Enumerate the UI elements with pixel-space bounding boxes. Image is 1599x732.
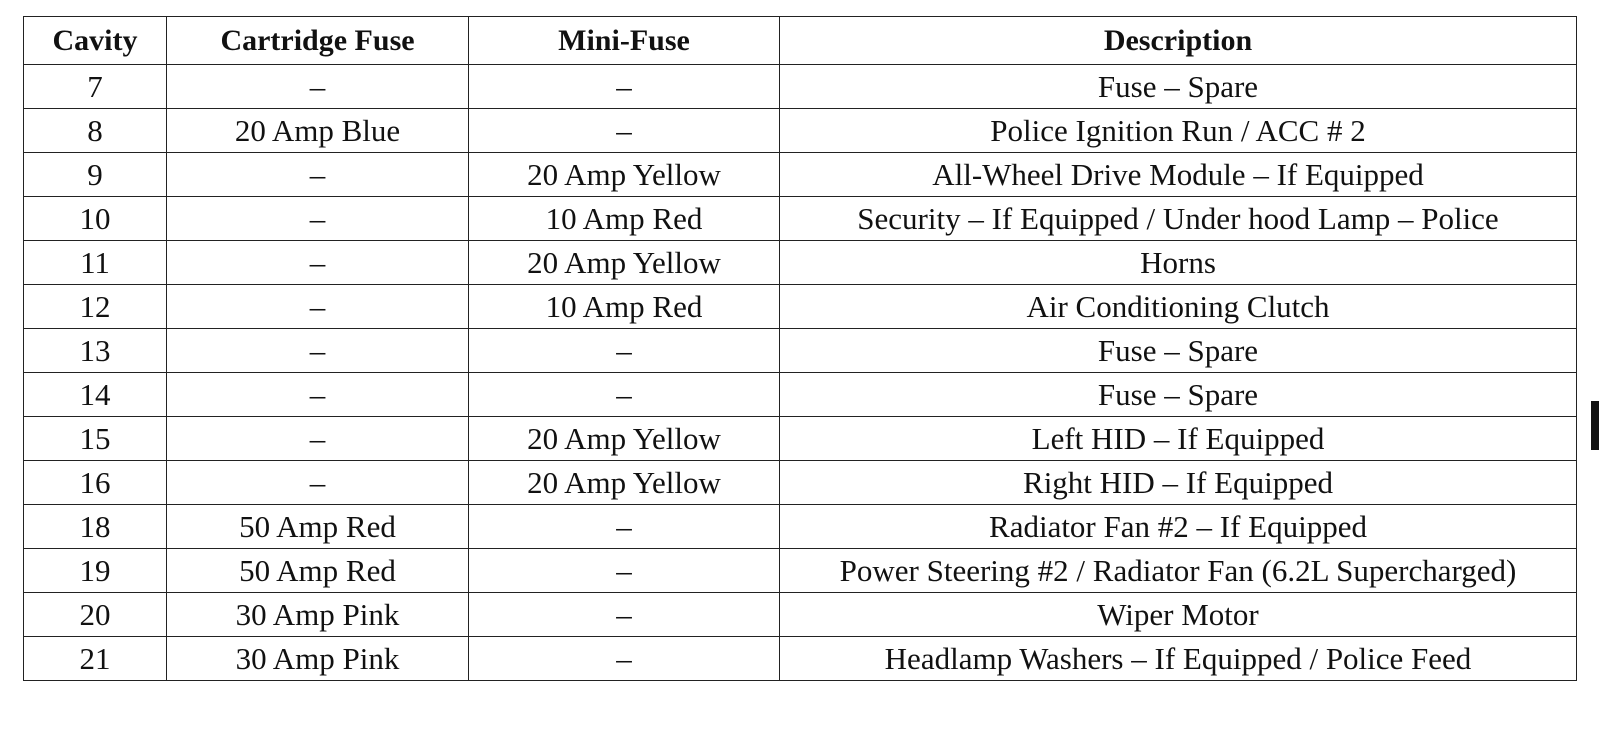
cell-cavity: 14 <box>24 373 167 417</box>
cell-cartridge-fuse: 20 Amp Blue <box>167 109 469 153</box>
cell-cartridge-fuse: 50 Amp Red <box>167 505 469 549</box>
cell-description: Power Steering #2 / Radiator Fan (6.2L Supercharged) <box>780 549 1577 593</box>
table-row <box>24 65 1577 109</box>
cell-description: Fuse – Spare <box>780 373 1577 417</box>
cell-cavity: 9 <box>24 153 167 197</box>
table-row <box>24 593 1577 637</box>
cell-description: Security – If Equipped / Under hood Lamp – Police <box>780 197 1577 241</box>
cell-cartridge-fuse: – <box>167 285 469 329</box>
cell-description: Wiper Motor <box>780 593 1577 637</box>
cell-description: Headlamp Washers – If Equipped / Police Feed <box>780 637 1577 681</box>
cell-cartridge-fuse: – <box>167 65 469 109</box>
table-row <box>24 285 1577 329</box>
cell-mini-fuse: – <box>469 109 780 153</box>
cell-mini-fuse: – <box>469 373 780 417</box>
cell-cavity: 12 <box>24 285 167 329</box>
cell-cavity: 13 <box>24 329 167 373</box>
table-row <box>24 153 1577 197</box>
cell-mini-fuse: – <box>469 65 780 109</box>
cell-description: Radiator Fan #2 – If Equipped <box>780 505 1577 549</box>
cell-description: All-Wheel Drive Module – If Equipped <box>780 153 1577 197</box>
cell-cavity: 7 <box>24 65 167 109</box>
table-row <box>24 109 1577 153</box>
fuse-table <box>23 16 1577 681</box>
cell-cartridge-fuse: – <box>167 241 469 285</box>
cell-cartridge-fuse: 30 Amp Pink <box>167 637 469 681</box>
cell-cavity: 18 <box>24 505 167 549</box>
cell-description: Fuse – Spare <box>780 65 1577 109</box>
page-edge-tab-marker <box>1591 401 1599 450</box>
cell-description: Air Conditioning Clutch <box>780 285 1577 329</box>
table-row <box>24 329 1577 373</box>
cell-description: Right HID – If Equipped <box>780 461 1577 505</box>
cell-mini-fuse: – <box>469 593 780 637</box>
table-row <box>24 197 1577 241</box>
cell-cavity: 15 <box>24 417 167 461</box>
cell-mini-fuse: – <box>469 549 780 593</box>
header-cartridge-fuse: Cartridge Fuse <box>167 17 469 65</box>
table-row <box>24 373 1577 417</box>
cell-cavity: 10 <box>24 197 167 241</box>
cell-cartridge-fuse: 50 Amp Red <box>167 549 469 593</box>
table-row <box>24 461 1577 505</box>
cell-description: Left HID – If Equipped <box>780 417 1577 461</box>
cell-cavity: 8 <box>24 109 167 153</box>
cell-cavity: 11 <box>24 241 167 285</box>
table-row <box>24 505 1577 549</box>
cell-mini-fuse: 10 Amp Red <box>469 197 780 241</box>
cell-mini-fuse: 10 Amp Red <box>469 285 780 329</box>
cell-cartridge-fuse: – <box>167 153 469 197</box>
cell-mini-fuse: 20 Amp Yellow <box>469 153 780 197</box>
cell-cavity: 20 <box>24 593 167 637</box>
table-row <box>24 241 1577 285</box>
table-row <box>24 637 1577 681</box>
cell-mini-fuse: 20 Amp Yellow <box>469 417 780 461</box>
cell-mini-fuse: 20 Amp Yellow <box>469 241 780 285</box>
cell-cartridge-fuse: – <box>167 197 469 241</box>
cell-cavity: 19 <box>24 549 167 593</box>
cell-description: Horns <box>780 241 1577 285</box>
header-mini-fuse: Mini-Fuse <box>469 17 780 65</box>
cell-mini-fuse: – <box>469 505 780 549</box>
cell-mini-fuse: – <box>469 637 780 681</box>
cell-cartridge-fuse: – <box>167 373 469 417</box>
cell-cavity: 21 <box>24 637 167 681</box>
cell-mini-fuse: 20 Amp Yellow <box>469 461 780 505</box>
cell-cavity: 16 <box>24 461 167 505</box>
cell-mini-fuse: – <box>469 329 780 373</box>
cell-cartridge-fuse: – <box>167 417 469 461</box>
cell-description: Police Ignition Run / ACC # 2 <box>780 109 1577 153</box>
cell-description: Fuse – Spare <box>780 329 1577 373</box>
header-cavity: Cavity <box>24 17 167 65</box>
cell-cartridge-fuse: – <box>167 461 469 505</box>
header-description: Description <box>780 17 1577 65</box>
cell-cartridge-fuse: – <box>167 329 469 373</box>
table-header-row <box>24 17 1577 65</box>
table-row <box>24 549 1577 593</box>
table-row <box>24 417 1577 461</box>
cell-cartridge-fuse: 30 Amp Pink <box>167 593 469 637</box>
